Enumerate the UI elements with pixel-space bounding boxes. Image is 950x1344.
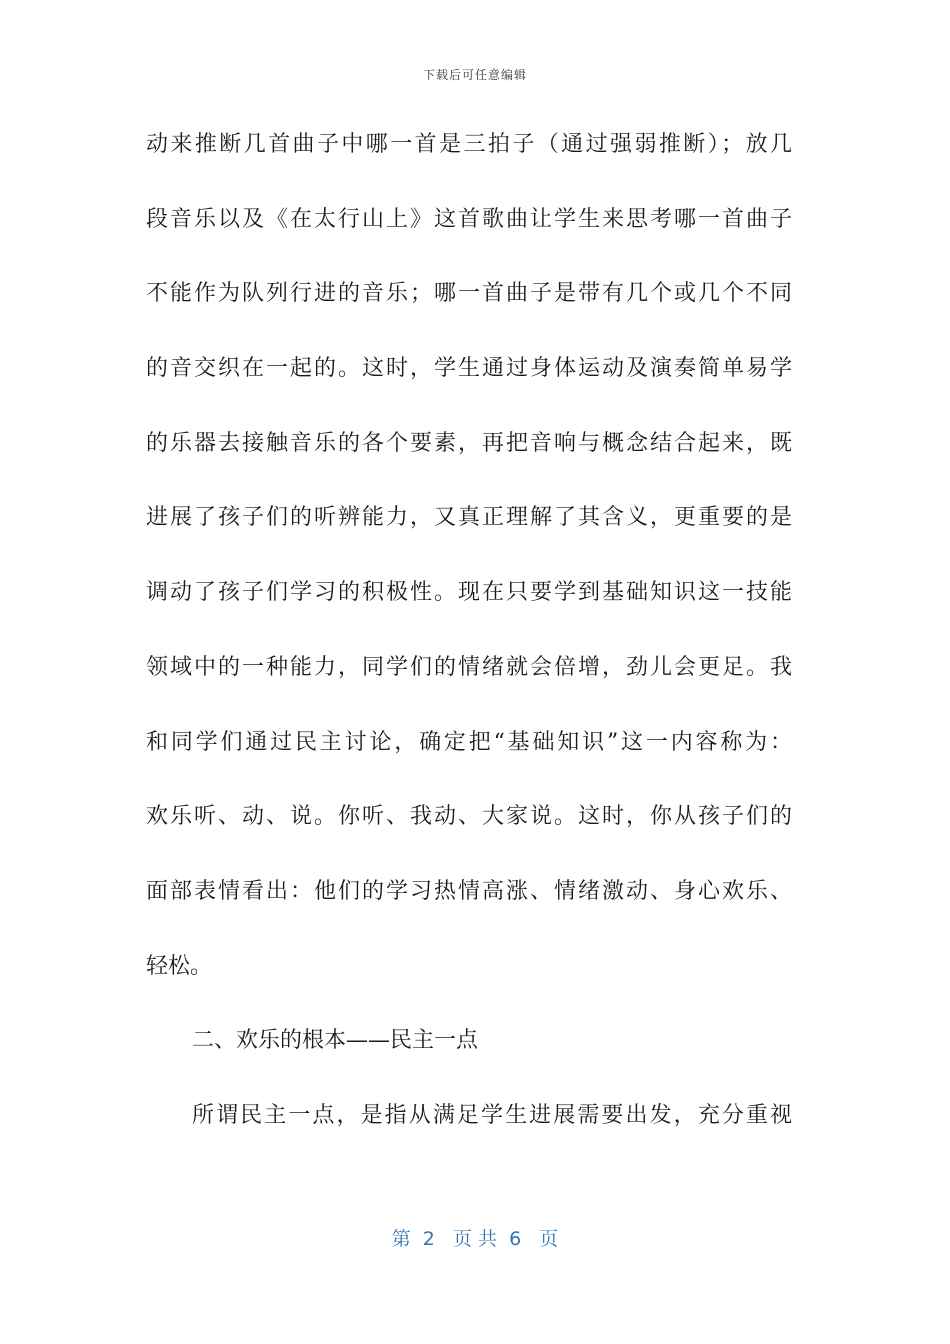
paragraph-line: 和同学们通过民主讨论，确定把“基础知识”这一内容称为： [146,729,792,755]
paragraph-line: 轻松。 [146,953,213,979]
section-heading: 二、欢乐的根本——民主一点 [192,1028,479,1054]
paragraph-line: 的音交织在一起的。这时，学生通过身体运动及演奏简单易学 [146,356,792,382]
paragraph-line: 领域中的一种能力，同学们的情绪就会倍增，劲儿会更足。我 [146,654,792,680]
paragraph-line: 调动了孩子们学习的积极性。现在只要学到基础知识这一技能 [146,580,792,606]
page-number-footer: 第 2 页 共 6 页 [391,1228,559,1250]
paragraph-line: 欢乐听、动、说。你听、我动、大家说。这时，你从孩子们的 [146,804,792,830]
paragraph-line: 动来推断几首曲子中哪一首是三拍子（通过强弱推断）；放几 [146,132,792,157]
document-body [146,121,792,1167]
page-header: 下载后可任意编辑 [422,68,527,82]
paragraph-line: 面部表情看出：他们的学习热情高涨、情绪激动、身心欢乐、 [146,878,792,904]
paragraph-line: 段音乐以及《在太行山上》这首歌曲让学生来思考哪一首曲子 [146,206,792,232]
paragraph-line: 所谓民主一点，是指从满足学生进展需要出发，充分重视 [192,1102,792,1128]
paragraph-line: 进展了孩子们的听辨能力，又真正理解了其含义，更重要的是 [146,505,792,531]
paragraph-line: 不能作为队列行进的音乐；哪一首曲子是带有几个或几个不同 [146,281,792,307]
paragraph-line: 的乐器去接触音乐的各个要素，再把音响与概念结合起来，既 [146,430,792,456]
